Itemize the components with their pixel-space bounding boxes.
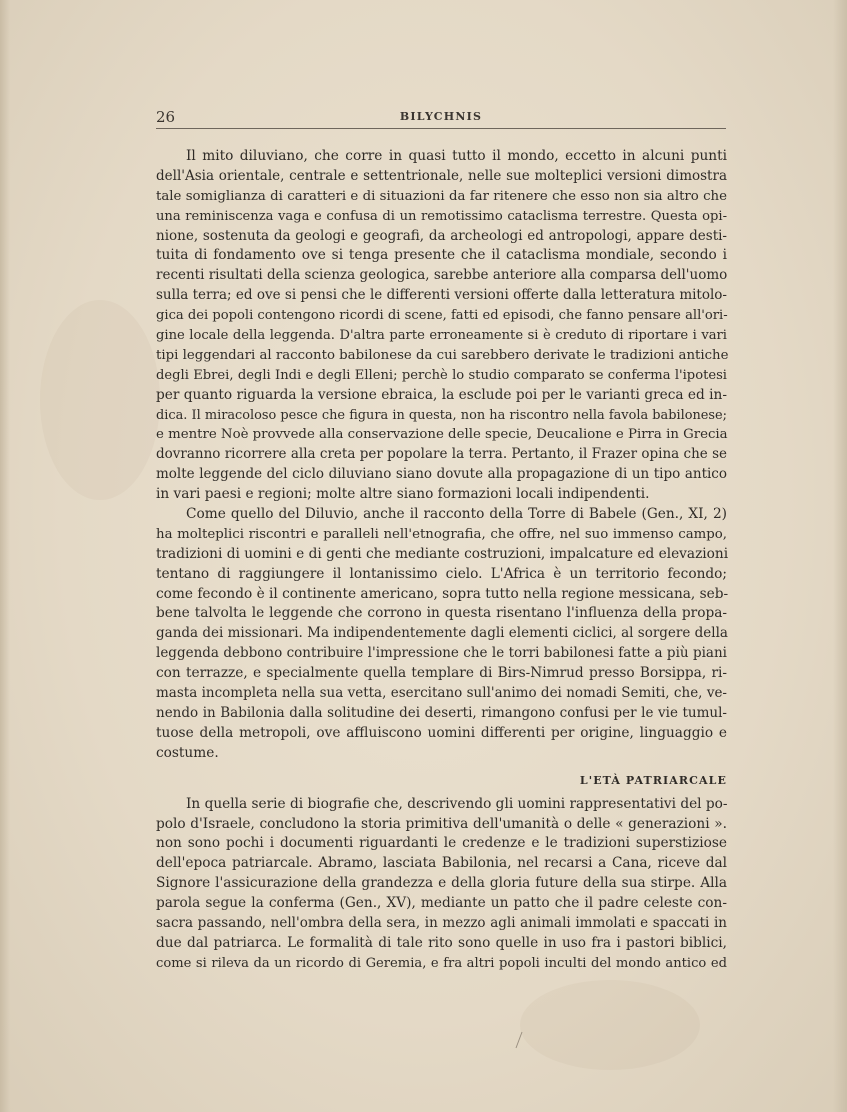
text-line: recenti risultati della scienza geologica, sarebbe anteriore alla comparsa dell'uomo <box>156 267 728 284</box>
text-line: tale somiglianza di caratteri e di situazioni da far ritenere che esso non sia altro che <box>156 188 727 204</box>
text-line: ha molteplici riscontri e paralleli nell'etnografia, che offre, nel suo immenso campo, <box>156 526 727 542</box>
text-line: per quanto riguarda la versione ebraica, la esclude poi per le varianti greca ed in- <box>156 386 727 403</box>
text-line: come si rileva da un ricordo di Geremia, e fra altri popoli inculti del mondo antico ed <box>156 955 727 971</box>
text-line: dell'epoca patriarcale. Abramo, lasciata Babilonia, nel recarsi a Cana, riceve dal <box>156 855 727 872</box>
text-line: una reminiscenza vaga e confusa di un remotissimo cataclisma terrestre. Questa opi- <box>156 208 727 224</box>
text-line: due dal patriarca. Le formalità di tale rito sono quelle in uso fra i pastori biblici, <box>156 934 727 951</box>
text-line: gine locale della leggenda. D'altra parte erroneamente si è creduto di riportare i vari <box>156 328 727 344</box>
text-line: polo d'Israele, concludono la storia primitiva dell'umanità o delle « generazioni ». <box>156 815 727 832</box>
text-line: nendo in Babilonia dalla solitudine dei deserti, rimangono confusi per le vie tumul- <box>156 704 727 721</box>
text-line: tuose della metropoli, ove affluiscono uomini differenti per origine, linguaggio e <box>156 724 727 741</box>
text-line: non sono pochi i documenti riguardanti le credenze e le tradizioni superstiziose <box>156 835 727 852</box>
text-line: in vari paesi e regioni; molte altre siano formazioni locali indipendenti. <box>156 486 650 503</box>
text-line: dovranno ricorrere alla creta per popolare la terra. Pertanto, il Frazer opina che se <box>156 446 727 463</box>
header-rule <box>156 128 726 129</box>
text-line: ganda dei missionari. Ma indipendentemente dagli elementi ciclici, al sorgere della <box>156 625 728 642</box>
text-line: Signore l'assicurazione della grandezza e della gloria future della sua stirpe. Alla <box>156 875 727 892</box>
journal-title: BILYCHNIS <box>399 110 483 123</box>
pencil-mark <box>512 1030 526 1050</box>
running-head <box>156 108 726 130</box>
text-line: degli Ebrei, degli Indi e degli Elleni; perchè lo studio comparato se conferma l'ipotesi <box>156 367 727 383</box>
page-number: 26 <box>156 108 176 126</box>
text-line: tradizioni di uomini e di genti che mediante costruzioni, impalcature ed elevazioni <box>156 545 729 562</box>
text-line: Il mito diluviano, che corre in quasi tutto il mondo, eccetto in alcuni punti <box>186 148 727 164</box>
text-line: Come quello del Diluvio, anche il racconto della Torre di Babele (Gen., XI, 2) <box>186 506 727 523</box>
page-edge-right <box>833 0 847 1112</box>
text-line: dica. Il miracoloso pesce che figura in questa, non ha riscontro nella favola babilonese; <box>156 407 727 423</box>
text-line: costume. <box>156 744 219 761</box>
text-line: tentano di raggiungere il lontanissimo cielo. L'Africa è un territorio fecondo; <box>156 565 727 582</box>
section-heading: L'ETÀ PATRIARCALE <box>579 773 727 787</box>
paper-stain <box>520 980 700 1070</box>
page-edge-left <box>0 0 10 1112</box>
paper-stain <box>40 300 160 500</box>
article-body <box>156 147 727 974</box>
text-line: gica dei popoli contengono ricordi di scene, fatti ed episodi, che fanno pensare all'ori- <box>156 308 728 324</box>
text-line: e mentre Noè provvede alla conservazione delle specie, Deucalione e Pirra in Grecia <box>156 427 728 443</box>
text-line: molte leggende del ciclo diluviano siano dovute alla propagazione di un tipo antico <box>156 466 727 483</box>
text-line: sulla terra; ed ove si pensi che le differenti versioni offerte dalla letteratura mitolo- <box>156 287 727 304</box>
text-line: tipi leggendari al racconto babilonese da cui sarebbero derivate le tradizioni antiche <box>156 347 729 363</box>
text-line: tuita di fondamento ove si tenga presente che il cataclisma mondiale, secondo i <box>156 247 727 264</box>
text-line: bene talvolta le leggende che corrono in questa risentano l'influenza della propa- <box>156 605 727 622</box>
text-line: sacra passando, nell'ombra della sera, in mezzo agli animali immolati e spaccati in <box>156 914 727 931</box>
text-line: dell'Asia orientale, centrale e settentrionale, nelle sue molteplici versioni dimostra <box>156 167 727 184</box>
text-line: come fecondo è il continente americano, sopra tutto nella regione messicana, seb- <box>156 585 729 602</box>
text-line: con terrazze, e specialmente quella templare di Birs-Nimrud presso Borsippa, ri- <box>156 665 727 682</box>
text-line: masta incompleta nella sua vetta, esercitano sull'animo dei nomadi Semiti, che, ve- <box>156 685 727 702</box>
text-line: nione, sostenuta da geologi e geografi, da archeologi ed antropologi, appare desti- <box>156 227 727 244</box>
text-line: parola segue la conferma (Gen., XV), mediante un patto che il padre celeste con- <box>156 895 727 912</box>
text-line: In quella serie di biografie che, descrivendo gli uomini rappresentativi del po- <box>186 795 728 812</box>
text-line: leggenda debbono contribuire l'impressione che le torri babilonesi fatte a più piani <box>156 645 727 662</box>
